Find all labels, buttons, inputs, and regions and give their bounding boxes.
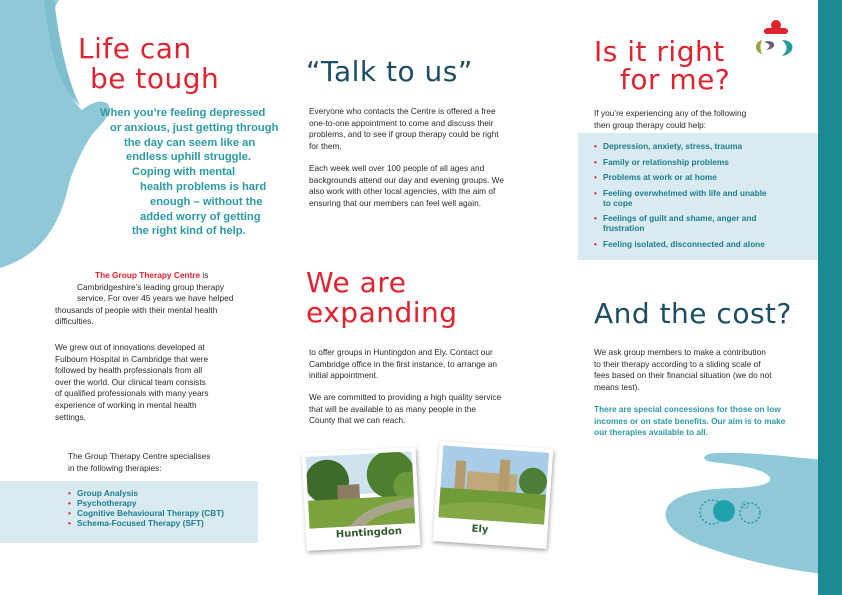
- talk-line: Each week well over 100 people of all ages and: [309, 163, 485, 173]
- huntingdon-image: [306, 451, 416, 528]
- symptom-text: to cope: [603, 197, 633, 208]
- huntingdon-caption: Huntingdon: [335, 525, 403, 541]
- symptom-text: Problems at work or at home: [603, 172, 717, 183]
- symptom-text: Feelings of guilt and shame, anger and: [603, 213, 757, 224]
- expanding-heading: [306, 268, 458, 328]
- expand-paragraph-1: [309, 347, 539, 382]
- right-edge-bar: [818, 0, 842, 595]
- history-line: Fulbourn Hospital in Cambridge that were: [55, 353, 209, 364]
- history-line: over the world. Our clinical team consists: [55, 376, 206, 387]
- expand-paragraph-2: [309, 392, 539, 427]
- concession-line: incomes or on state benefits. Our aim is to make: [594, 415, 786, 426]
- symptom-item: [594, 157, 804, 167]
- symptom-text: Feeling isolated, disconnected and alone: [603, 238, 765, 249]
- group-therapy-logo: [752, 18, 800, 60]
- symptom-text: Feeling overwhelmed with life and unable: [603, 187, 767, 198]
- talk-line: ensuring that our members can feel well again.: [309, 197, 482, 208]
- therapy-item: • Schema-Focused Therapy (SFT): [68, 518, 278, 528]
- talk-line: backgrounds attend our day and evening groups. We: [309, 174, 504, 185]
- therapy-item: • Cognitive Behavioural Therapy (CBT): [68, 508, 278, 518]
- symptom-item: [594, 172, 804, 182]
- intro-line: enough – without the: [150, 195, 263, 208]
- concession-paragraph: [594, 404, 824, 439]
- specialises-line: The Group Therapy Centre specialises: [68, 451, 211, 461]
- concession-line: There are special concessions for those on low: [594, 404, 781, 414]
- intro-line: health problems is hard: [140, 180, 267, 193]
- symptom-text: frustration: [603, 223, 645, 234]
- cost-line: to their therapy according to a sliding scale of: [594, 358, 761, 369]
- col3-intro: [594, 108, 814, 131]
- life-can-line2: be tough: [90, 62, 220, 95]
- expand-line: to offer groups in Huntingdon and Ely. Contact our: [309, 347, 493, 357]
- life-can-line1: Life can: [78, 32, 192, 65]
- symptom-item: [594, 141, 804, 151]
- intro-line: When you’re feeling depressed: [100, 107, 266, 119]
- cost-line: fees based on their financial situation (we do not: [594, 370, 772, 381]
- intro-line: endless uphill struggle.: [126, 151, 251, 164]
- therapies-list: [68, 488, 278, 528]
- specialises-paragraph: [68, 451, 288, 474]
- talk-line: also work with other local agencies, with the aim of: [309, 186, 496, 197]
- concession-line: our therapies available to all.: [594, 427, 708, 438]
- history-line: followed by health professionals from all: [55, 365, 203, 376]
- talk-to-us-heading: “Talk to us”: [306, 55, 473, 88]
- ely-photo: [433, 441, 554, 549]
- intro-line: added worry of getting: [140, 210, 261, 223]
- is-it-right-line1: Is it right: [594, 35, 725, 68]
- expand-line: that will be available to as many people in the: [309, 403, 476, 414]
- history-line: We grew out of innovations developed at: [55, 342, 205, 352]
- ely-image: [438, 445, 549, 524]
- symptom-item: [594, 213, 804, 233]
- about-line: thousands of people with their mental health: [55, 304, 218, 315]
- expand-line: We are committed to providing a high quality service: [309, 392, 502, 402]
- intro-paragraph: [0, 106, 280, 239]
- dotted-circle-2: [740, 503, 760, 523]
- cost-line: means test).: [594, 381, 640, 392]
- symptom-item: [594, 239, 804, 249]
- about-suffix: is: [200, 270, 209, 280]
- history-line: of qualified professionals with many years: [55, 388, 209, 399]
- talk-line: problems, and to see if group therapy could be right: [309, 129, 499, 140]
- talk-paragraph-2: [309, 163, 539, 209]
- is-it-right-heading: [594, 35, 731, 96]
- expanding-line1: We are: [306, 266, 407, 299]
- expand-line: initial appointment.: [309, 370, 379, 381]
- talk-paragraph-1: [309, 106, 539, 152]
- talk-line: one-to-one appointment to come and discuss their: [309, 117, 494, 128]
- talk-line: Everyone who contacts the Centre is offered a free: [309, 106, 496, 116]
- cost-paragraph: [594, 347, 824, 393]
- expand-line: County that we can reach.: [309, 415, 406, 426]
- life-can-heading: [78, 34, 219, 94]
- therapy-item: • Psychotherapy: [68, 498, 278, 508]
- symptom-item: [594, 188, 804, 208]
- therapy-item: • Group Analysis: [68, 488, 278, 498]
- symptoms-list: [594, 141, 804, 249]
- history-line: settings.: [55, 411, 86, 422]
- about-line: service. For over 45 years we have helped: [77, 293, 234, 304]
- intro-line: the right kind of help.: [132, 225, 246, 238]
- huntingdon-photo: [302, 447, 421, 551]
- centre-name: The Group Therapy Centre: [95, 270, 201, 280]
- about-paragraph: [55, 270, 285, 328]
- col3-intro-line: then group therapy could help:: [594, 119, 707, 130]
- symptom-text: Family or relationship problems: [603, 156, 729, 167]
- expand-line: Cambridge office in the first instance, to arrange an: [309, 358, 498, 369]
- intro-line: or anxious, just getting through: [110, 121, 279, 134]
- ely-caption: Ely: [471, 523, 489, 536]
- cost-heading: And the cost?: [594, 297, 792, 330]
- about-line: Cambridgeshire’s leading group therapy: [77, 281, 224, 292]
- is-it-right-line2: for me?: [620, 63, 731, 96]
- expanding-line2: expanding: [306, 296, 458, 329]
- history-paragraph: [55, 342, 285, 423]
- col3-intro-line: If you’re experiencing any of the following: [594, 108, 747, 118]
- cost-line: We ask group members to make a contribution: [594, 347, 766, 357]
- teal-circle: [713, 500, 735, 522]
- about-line: difficulties.: [55, 316, 94, 327]
- symptom-text: Depression, anxiety, stress, trauma: [603, 141, 743, 151]
- specialises-line: in the following therapies:: [68, 462, 162, 473]
- history-line: experience of working in mental health: [55, 399, 197, 410]
- talk-line: for them.: [309, 140, 342, 151]
- intro-line: the day can seem like an: [124, 136, 256, 149]
- intro-line: Coping with mental: [132, 166, 236, 179]
